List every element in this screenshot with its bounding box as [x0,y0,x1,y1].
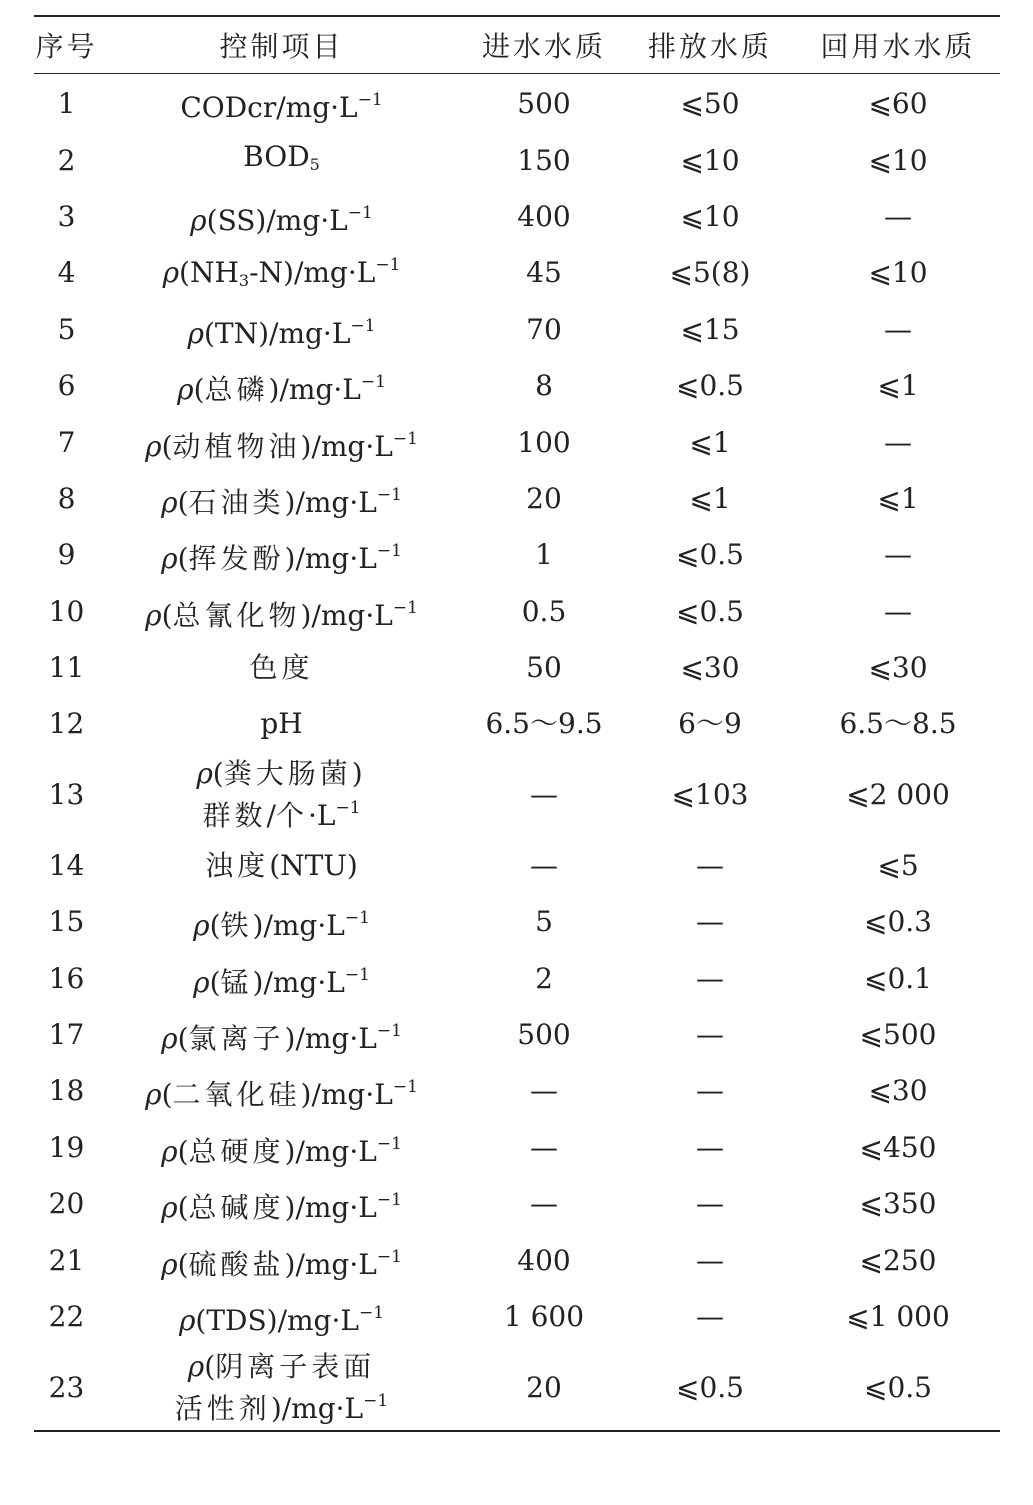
row-reuse-cell: — [884,312,912,346]
row-serial-cell: 7 [57,425,76,459]
table-row [34,1007,1000,1063]
row-serial-cell: 21 [48,1243,85,1277]
header-inlet-quality: 进水水质 [481,30,606,63]
table-body [34,74,1000,1432]
row-item-cell: 色度 [249,651,314,685]
table-row [34,414,1000,470]
table-row [34,640,1000,696]
row-item-cell: $BOD_5$ [243,139,320,174]
row-reuse-cell: ⩽350 [859,1187,937,1221]
row-item-cell: ρ(动植物油)$/mg\cdot L^{-1}$ [145,428,418,463]
row-reuse-cell: ⩽30 [868,1074,928,1108]
row-item-cell: ρ(粪大肠菌) 群数/个$\cdot L^{-1}$ [196,757,367,833]
row-inlet-cell: 70 [526,312,562,346]
row-reuse-cell: 6.5～8.5 [839,707,957,741]
row-discharge-cell: ⩽10 [680,199,740,233]
row-discharge-cell: ⩽1 [689,425,731,459]
row-serial-cell: 3 [57,199,76,233]
row-discharge-cell: — [696,1243,724,1277]
table-row [34,245,1000,301]
row-reuse-cell: ⩽10 [868,143,928,177]
row-inlet-cell: — [530,1074,558,1108]
row-inlet-cell: — [530,1187,558,1221]
row-item-cell: pH [260,707,303,741]
row-discharge-cell: ⩽1 [689,481,731,515]
row-discharge-cell: — [696,1018,724,1052]
row-inlet-cell: 100 [517,425,571,459]
row-serial-cell: 6 [57,369,76,403]
row-discharge-cell: ⩽30 [680,651,740,685]
row-serial-cell: 9 [57,538,76,572]
row-serial-cell: 23 [48,1370,85,1404]
row-reuse-cell: ⩽450 [859,1130,937,1164]
row-discharge-cell: — [696,1187,724,1221]
row-item-cell: $\rho(NH_3-N)/mg\cdot L^{-1}$ [162,255,401,291]
table-row [34,753,1000,838]
table-row [34,527,1000,583]
row-inlet-cell: 400 [517,199,571,233]
table-row [34,950,1000,1006]
table-row [34,189,1000,245]
row-discharge-cell: ⩽0.5 [676,538,744,572]
row-reuse-cell: — [884,538,912,572]
row-reuse-cell: ⩽1 [877,369,919,403]
row-serial-cell: 2 [57,143,76,177]
header-serial: 序号 [35,30,98,63]
row-inlet-cell: 1 [535,538,553,572]
row-item-cell: $\rho(TN)/mg\cdot L^{-1}$ [187,315,376,350]
row-inlet-cell: 8 [535,369,553,403]
row-serial-cell: 4 [57,256,76,290]
row-inlet-cell: 50 [526,651,562,685]
row-discharge-cell: — [696,1130,724,1164]
table-row [34,838,1000,894]
row-discharge-cell: — [696,848,724,882]
table-row [34,1176,1000,1232]
row-reuse-cell: ⩽30 [868,651,928,685]
row-discharge-cell: — [696,1300,724,1333]
table-row [34,302,1000,358]
row-reuse-cell: ⩽250 [859,1243,937,1277]
table-row [34,696,1000,752]
row-inlet-cell: — [530,848,558,882]
table-row [34,358,1000,414]
row-item-cell: ρ(石油类)$/mg\cdot L^{-1}$ [161,484,402,519]
row-reuse-cell: ⩽0.3 [864,905,932,939]
row-item-cell: ρ(锰)$/mg\cdot L^{-1}$ [193,964,370,999]
row-serial-cell: 1 [57,87,76,121]
row-item-cell: ρ(总磷)$/mg\cdot L^{-1}$ [177,372,386,407]
table-row [34,584,1000,640]
table-row [34,74,1000,133]
row-discharge-cell: ⩽103 [671,778,749,812]
row-item-cell: 浊度(NTU) [205,848,358,882]
row-item-cell: CODcr/$mg\cdot L^{-1}$ [180,90,383,125]
row-discharge-cell: ⩽0.5 [676,369,744,403]
row-item-cell: ρ(阴离子表面 活性剂)$/mg\cdot L^{-1}$ [174,1349,389,1425]
row-inlet-cell: 0.5 [521,594,567,628]
row-inlet-cell: 150 [517,143,571,177]
row-serial-cell: 22 [48,1300,85,1333]
row-serial-cell: 5 [57,312,76,346]
row-serial-cell: 11 [48,651,85,685]
row-inlet-cell: 20 [526,481,562,515]
table-row [34,1345,1000,1431]
table-row [34,1120,1000,1176]
row-item-cell: ρ(挥发酚)$/mg\cdot L^{-1}$ [161,541,402,576]
row-reuse-cell: ⩽10 [868,256,928,290]
row-reuse-cell: ⩽60 [868,87,928,121]
row-serial-cell: 12 [48,707,85,741]
table-row [34,471,1000,527]
row-reuse-cell: ⩽500 [859,1018,937,1052]
row-discharge-cell: ⩽0.5 [676,1370,744,1404]
row-inlet-cell: 6.5～9.5 [485,707,603,741]
header-discharge-quality: 排放水质 [647,30,772,63]
row-inlet-cell: 1 600 [503,1300,585,1333]
row-item-cell: $\rho(TDS)/mg\cdot L^{-1}$ [178,1303,385,1337]
row-item-cell: ρ(硫酸盐)$/mg\cdot L^{-1}$ [161,1246,402,1281]
table-row [34,894,1000,950]
row-discharge-cell: — [696,905,724,939]
row-discharge-cell: ⩽10 [680,143,740,177]
row-item-cell: ρ(总硬度)$/mg\cdot L^{-1}$ [161,1133,402,1168]
row-reuse-cell: ⩽2 000 [846,778,950,812]
row-serial-cell: 10 [48,594,85,628]
row-inlet-cell: 5 [535,905,553,939]
row-inlet-cell: 20 [526,1370,562,1404]
row-reuse-cell: — [884,425,912,459]
row-inlet-cell: 2 [535,961,553,995]
row-item-cell: $\rho(SS)/mg\cdot L^{-1}$ [190,202,373,237]
row-discharge-cell: — [696,961,724,995]
row-reuse-cell: ⩽0.5 [864,1370,932,1404]
table-row [34,1289,1000,1345]
row-serial-cell: 14 [48,848,85,882]
table-row [34,132,1000,188]
row-reuse-cell: ⩽5 [877,848,919,882]
row-inlet-cell: — [530,1130,558,1164]
row-serial-cell: 17 [48,1018,85,1052]
row-reuse-cell: ⩽1 000 [846,1300,950,1333]
row-item-cell: ρ(氯离子)$/mg\cdot L^{-1}$ [161,1021,402,1056]
row-inlet-cell: 500 [517,1018,571,1052]
table-row [34,1063,1000,1119]
row-serial-cell: 8 [57,481,76,515]
row-discharge-cell: ⩽15 [680,312,740,346]
row-inlet-cell: — [530,778,558,812]
row-item-cell: ρ(总碱度)$/mg\cdot L^{-1}$ [161,1190,402,1225]
row-discharge-cell: ⩽50 [680,87,740,121]
row-item-cell: ρ(铁)$/mg\cdot L^{-1}$ [193,908,370,943]
row-serial-cell: 20 [48,1187,85,1221]
row-item-cell: ρ(二氧化硅)$/mg\cdot L^{-1}$ [145,1077,418,1112]
row-serial-cell: 19 [48,1130,85,1164]
row-inlet-cell: 45 [526,256,562,290]
table-header [34,16,1000,74]
row-serial-cell: 18 [48,1074,85,1108]
row-inlet-cell: 500 [517,87,571,121]
row-serial-cell: 16 [48,961,85,995]
row-discharge-cell: ⩽5(8) [669,256,751,290]
row-discharge-cell: 6～9 [678,707,742,741]
row-reuse-cell: — [884,199,912,233]
row-item-cell: ρ(总氰化物)$/mg\cdot L^{-1}$ [145,597,418,632]
row-discharge-cell: — [696,1074,724,1108]
header-reuse-quality: 回用水水质 [820,30,976,63]
row-serial-cell: 15 [48,905,85,939]
row-reuse-cell: — [884,594,912,628]
row-inlet-cell: 400 [517,1243,571,1277]
row-reuse-cell: ⩽1 [877,481,919,515]
table-row [34,1232,1000,1288]
row-serial-cell: 13 [48,778,85,812]
water-quality-table [34,15,1000,1432]
row-reuse-cell: ⩽0.1 [864,961,932,995]
row-discharge-cell: ⩽0.5 [676,594,744,628]
header-control-item: 控制项目 [219,30,344,63]
header-row [34,16,1000,74]
water-quality-table-container [34,15,1000,1432]
